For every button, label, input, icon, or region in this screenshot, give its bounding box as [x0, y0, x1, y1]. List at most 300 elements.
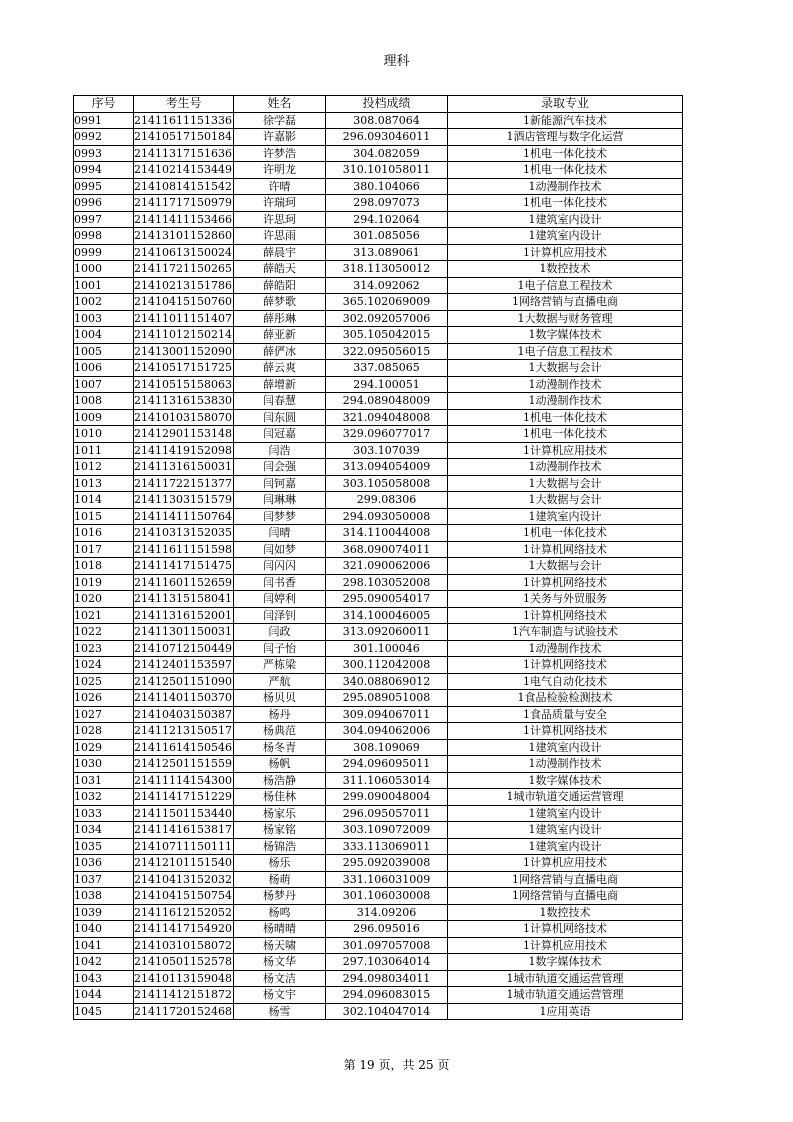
row-score: 298.097073	[326, 195, 448, 212]
row-candidate-id: 21411411150764	[134, 509, 232, 523]
table-row	[74, 706, 683, 723]
row-score: 299.08306	[326, 492, 448, 509]
row-seq: 1043	[74, 970, 134, 987]
row-major: 1电气自动化技术	[448, 673, 683, 690]
row-candidate-id: 21412401153597	[134, 658, 232, 672]
row-name: 闫子怡	[234, 640, 326, 657]
row-score: 305.105042015	[326, 327, 448, 344]
table-row	[74, 937, 683, 954]
row-score: 298.103052008	[326, 574, 448, 591]
row-major: 1网络营销与直播电商	[448, 871, 683, 888]
row-candidate-id: 21410214153449	[134, 163, 232, 177]
row-seq: 1018	[74, 558, 134, 575]
row-name: 薛亚新	[234, 327, 326, 344]
table-row	[74, 475, 683, 492]
row-candidate-id: 21411614150546	[134, 740, 232, 754]
row-score: 303.105058008	[326, 475, 448, 492]
table-row	[74, 145, 683, 162]
row-score: 301.097057008	[326, 937, 448, 954]
row-score: 318.113050012	[326, 261, 448, 278]
row-seq: 1021	[74, 607, 134, 624]
table-row	[74, 756, 683, 773]
row-seq: 1012	[74, 459, 134, 476]
table-row	[74, 360, 683, 377]
row-name: 杨鸣	[234, 904, 326, 921]
table-row	[74, 607, 683, 624]
row-major: 1计算机应用技术	[448, 442, 683, 459]
row-name: 闫如梦	[234, 541, 326, 558]
table-row	[74, 393, 683, 410]
row-seq: 1035	[74, 838, 134, 855]
row-name: 许明龙	[234, 162, 326, 179]
table-row	[74, 640, 683, 657]
row-candidate-id: 21411114154300	[134, 773, 232, 787]
row-name: 杨梦丹	[234, 888, 326, 905]
row-seq: 1010	[74, 426, 134, 443]
row-score: 301.106030008	[326, 888, 448, 905]
row-candidate-id: 21410501152578	[134, 955, 232, 969]
row-score: 296.095057011	[326, 805, 448, 822]
row-score: 294.102064	[326, 211, 448, 228]
row-name: 杨佳林	[234, 789, 326, 806]
row-name: 闫钶嘉	[234, 475, 326, 492]
row-name: 杨丹	[234, 706, 326, 723]
row-major: 1机电一体化技术	[448, 145, 683, 162]
row-major: 1城市轨道交通运营管理	[448, 789, 683, 806]
row-major: 1计算机应用技术	[448, 244, 683, 261]
row-score: 303.109072009	[326, 822, 448, 839]
row-name: 杨雪	[234, 1003, 326, 1020]
row-name: 杨晴晴	[234, 921, 326, 938]
row-seq: 1044	[74, 987, 134, 1004]
row-candidate-id: 21410113159048	[134, 971, 232, 985]
row-major: 1机电一体化技术	[448, 426, 683, 443]
row-candidate-id: 21411720152468	[134, 1004, 232, 1018]
row-major: 1数控技术	[448, 904, 683, 921]
row-score: 331.106031009	[326, 871, 448, 888]
table-row	[74, 1003, 683, 1020]
table-row	[74, 954, 683, 971]
row-major: 1计算机网络技术	[448, 574, 683, 591]
row-major: 1汽车制造与试验技术	[448, 624, 683, 641]
table-row	[74, 789, 683, 806]
row-score: 294.098034011	[326, 970, 448, 987]
table-row	[74, 195, 683, 212]
row-candidate-id: 21411011151407	[134, 311, 232, 325]
page-title: 理科	[383, 54, 410, 69]
table-row	[74, 904, 683, 921]
row-major: 1建筑室内设计	[448, 822, 683, 839]
row-candidate-id: 21411012150214	[134, 328, 232, 342]
row-name: 许晴	[234, 178, 326, 195]
row-score: 304.082059	[326, 145, 448, 162]
row-score: 297.103064014	[326, 954, 448, 971]
table-header-row	[74, 96, 683, 113]
row-major: 1大数据与会计	[448, 492, 683, 509]
row-score: 304.094062006	[326, 723, 448, 740]
row-score: 295.092039008	[326, 855, 448, 872]
row-seq: 1025	[74, 673, 134, 690]
row-candidate-id: 21412901153148	[134, 427, 232, 441]
row-name: 杨冬青	[234, 739, 326, 756]
row-seq: 1019	[74, 574, 134, 591]
row-score: 299.090048004	[326, 789, 448, 806]
row-candidate-id: 21411417154920	[134, 922, 232, 936]
row-score: 310.101058011	[326, 162, 448, 179]
row-score: 294.096083015	[326, 987, 448, 1004]
row-candidate-id: 21411611151598	[134, 542, 232, 556]
row-seq: 1029	[74, 739, 134, 756]
row-major: 1酒店管理与数字化运营	[448, 129, 683, 146]
row-seq: 1003	[74, 310, 134, 327]
table-row	[74, 888, 683, 905]
row-seq: 1040	[74, 921, 134, 938]
row-major: 1大数据与会计	[448, 558, 683, 575]
table-body	[74, 112, 683, 1020]
row-score: 295.089051008	[326, 690, 448, 707]
table-row	[74, 376, 683, 393]
row-name: 许梦浩	[234, 145, 326, 162]
table-row	[74, 525, 683, 542]
row-score: 322.095056015	[326, 343, 448, 360]
row-seq: 1030	[74, 756, 134, 773]
row-seq: 1002	[74, 294, 134, 311]
row-name: 杨文洁	[234, 970, 326, 987]
page-footer: 第 19 页，共 25 页	[343, 1058, 450, 1072]
row-name: 闫会强	[234, 459, 326, 476]
row-major: 1动漫制作技术	[448, 459, 683, 476]
row-major: 1建筑室内设计	[448, 228, 683, 245]
row-name: 闫浩	[234, 442, 326, 459]
row-major: 1机电一体化技术	[448, 409, 683, 426]
row-name: 杨贝贝	[234, 690, 326, 707]
row-candidate-id: 21410403150387	[134, 707, 232, 721]
table-row	[74, 657, 683, 674]
table-row	[74, 822, 683, 839]
row-major: 1城市轨道交通运营管理	[448, 970, 683, 987]
table-row	[74, 987, 683, 1004]
row-name: 许瑞珂	[234, 195, 326, 212]
row-major: 1数字媒体技术	[448, 327, 683, 344]
row-candidate-id: 21411417151475	[134, 559, 232, 573]
row-seq: 1038	[74, 888, 134, 905]
row-seq: 1020	[74, 591, 134, 608]
row-name: 许思珂	[234, 211, 326, 228]
row-candidate-id: 21411315158041	[134, 592, 232, 606]
row-score: 302.104047014	[326, 1003, 448, 1020]
table-row	[74, 970, 683, 987]
row-name: 闫春慧	[234, 393, 326, 410]
row-seq: 0991	[74, 112, 134, 129]
row-seq: 1009	[74, 409, 134, 426]
row-candidate-id: 21411316150031	[134, 460, 232, 474]
table-row	[74, 244, 683, 261]
row-candidate-id: 21411316153830	[134, 394, 232, 408]
row-name: 许思雨	[234, 228, 326, 245]
row-major: 1建筑室内设计	[448, 838, 683, 855]
row-major: 1关务与外贸服务	[448, 591, 683, 608]
row-major: 1计算机网络技术	[448, 541, 683, 558]
row-score: 301.085056	[326, 228, 448, 245]
row-score: 295.090054017	[326, 591, 448, 608]
table-row	[74, 261, 683, 278]
table-row	[74, 426, 683, 443]
row-candidate-id: 21412501151090	[134, 674, 232, 688]
row-candidate-id: 21411411153466	[134, 212, 232, 226]
row-major: 1建筑室内设计	[448, 211, 683, 228]
row-seq: 1007	[74, 376, 134, 393]
row-major: 1食品质量与安全	[448, 706, 683, 723]
table-row	[74, 690, 683, 707]
admission-table	[73, 95, 683, 1020]
row-seq: 1042	[74, 954, 134, 971]
table-row	[74, 739, 683, 756]
row-major: 1动漫制作技术	[448, 393, 683, 410]
row-score: 314.09206	[326, 904, 448, 921]
row-candidate-id: 21413101152860	[134, 229, 232, 243]
row-name: 闫梦梦	[234, 508, 326, 525]
row-candidate-id: 21411501153440	[134, 806, 232, 820]
row-candidate-id: 21410711150111	[134, 839, 232, 853]
row-candidate-id: 21410613150024	[134, 245, 232, 259]
row-seq: 1036	[74, 855, 134, 872]
row-candidate-id: 21411601152659	[134, 575, 232, 589]
row-seq: 1013	[74, 475, 134, 492]
row-candidate-id: 21410103158070	[134, 410, 232, 424]
row-score: 296.095016	[326, 921, 448, 938]
table-row	[74, 459, 683, 476]
row-seq: 1031	[74, 772, 134, 789]
row-candidate-id: 21410313152035	[134, 526, 232, 540]
row-candidate-id: 21412101151540	[134, 856, 232, 870]
header-major: 录取专业	[448, 96, 683, 113]
table-row	[74, 162, 683, 179]
header-name: 姓名	[234, 96, 326, 113]
table-row	[74, 129, 683, 146]
row-major: 1电子信息工程技术	[448, 277, 683, 294]
row-seq: 1022	[74, 624, 134, 641]
table-row	[74, 310, 683, 327]
row-seq: 0996	[74, 195, 134, 212]
row-name: 闫冠嘉	[234, 426, 326, 443]
row-major: 1建筑室内设计	[448, 805, 683, 822]
table-row	[74, 343, 683, 360]
row-major: 1网络营销与直播电商	[448, 888, 683, 905]
row-score: 294.100051	[326, 376, 448, 393]
row-score: 333.113069011	[326, 838, 448, 855]
row-score: 340.088069012	[326, 673, 448, 690]
row-score: 314.100046005	[326, 607, 448, 624]
row-candidate-id: 21411213150517	[134, 724, 232, 738]
row-score: 321.090062006	[326, 558, 448, 575]
row-candidate-id: 21410517151725	[134, 361, 232, 375]
row-seq: 1011	[74, 442, 134, 459]
row-major: 1机电一体化技术	[448, 525, 683, 542]
row-name: 许嘉影	[234, 129, 326, 146]
row-seq: 0995	[74, 178, 134, 195]
row-name: 杨文华	[234, 954, 326, 971]
row-major: 1城市轨道交通运营管理	[448, 987, 683, 1004]
row-seq: 0993	[74, 145, 134, 162]
row-name: 杨帆	[234, 756, 326, 773]
row-major: 1大数据与财务管理	[448, 310, 683, 327]
table-row	[74, 921, 683, 938]
row-seq: 1001	[74, 277, 134, 294]
row-score: 301.100046	[326, 640, 448, 657]
row-seq: 1034	[74, 822, 134, 839]
row-major: 1大数据与会计	[448, 360, 683, 377]
row-candidate-id: 21411316152001	[134, 608, 232, 622]
row-seq: 1008	[74, 393, 134, 410]
row-seq: 1014	[74, 492, 134, 509]
row-major: 1建筑室内设计	[448, 508, 683, 525]
row-score: 365.102069009	[326, 294, 448, 311]
row-major: 1计算机网络技术	[448, 607, 683, 624]
table-row	[74, 492, 683, 509]
row-major: 1应用英语	[448, 1003, 683, 1020]
row-seq: 1016	[74, 525, 134, 542]
row-seq: 1015	[74, 508, 134, 525]
row-major: 1食品检验检测技术	[448, 690, 683, 707]
table-row	[74, 772, 683, 789]
row-seq: 1004	[74, 327, 134, 344]
row-seq: 0999	[74, 244, 134, 261]
row-score: 308.109069	[326, 739, 448, 756]
row-major: 1新能源汽车技术	[448, 112, 683, 129]
row-name: 薛云爽	[234, 360, 326, 377]
row-candidate-id: 21411401150370	[134, 691, 232, 705]
row-major: 1动漫制作技术	[448, 640, 683, 657]
row-score: 313.092060011	[326, 624, 448, 641]
row-name: 闫琳琳	[234, 492, 326, 509]
row-seq: 1005	[74, 343, 134, 360]
row-candidate-id: 21410712150449	[134, 641, 232, 655]
row-candidate-id: 21410213151786	[134, 278, 232, 292]
table-row	[74, 327, 683, 344]
row-name: 杨浩静	[234, 772, 326, 789]
row-seq: 1037	[74, 871, 134, 888]
row-name: 薛皓阳	[234, 277, 326, 294]
row-score: 296.093046011	[326, 129, 448, 146]
row-major: 1计算机应用技术	[448, 855, 683, 872]
row-candidate-id: 21411303151579	[134, 493, 232, 507]
row-seq: 1028	[74, 723, 134, 740]
row-name: 薛增新	[234, 376, 326, 393]
table-row	[74, 574, 683, 591]
row-candidate-id: 21411722151377	[134, 476, 232, 490]
row-candidate-id: 21410415150760	[134, 295, 232, 309]
row-major: 1建筑室内设计	[448, 739, 683, 756]
row-name: 杨家铭	[234, 822, 326, 839]
row-candidate-id: 21412501151559	[134, 757, 232, 771]
table-row	[74, 541, 683, 558]
row-name: 杨锦浩	[234, 838, 326, 855]
table-row	[74, 855, 683, 872]
header-score: 投档成绩	[326, 96, 448, 113]
row-name: 杨文宇	[234, 987, 326, 1004]
row-candidate-id: 21411717150979	[134, 196, 232, 210]
row-major: 1网络营销与直播电商	[448, 294, 683, 311]
table-row	[74, 591, 683, 608]
row-candidate-id: 21411612152052	[134, 905, 232, 919]
row-major: 1动漫制作技术	[448, 756, 683, 773]
row-major: 1计算机网络技术	[448, 657, 683, 674]
table-row	[74, 871, 683, 888]
row-name: 杨萌	[234, 871, 326, 888]
row-name: 薛晨宇	[234, 244, 326, 261]
row-candidate-id: 21410415150754	[134, 889, 232, 903]
table-row	[74, 723, 683, 740]
row-candidate-id: 21413001152090	[134, 344, 232, 358]
row-name: 闫书香	[234, 574, 326, 591]
table-row	[74, 508, 683, 525]
row-name: 闫政	[234, 624, 326, 641]
row-score: 314.092062	[326, 277, 448, 294]
table-row	[74, 228, 683, 245]
row-name: 薛彤琳	[234, 310, 326, 327]
row-name: 杨天啸	[234, 937, 326, 954]
row-major: 1动漫制作技术	[448, 178, 683, 195]
table-row	[74, 211, 683, 228]
row-name: 闫晴	[234, 525, 326, 542]
row-score: 308.087064	[326, 112, 448, 129]
row-name: 闫婷利	[234, 591, 326, 608]
row-candidate-id: 21411416153817	[134, 823, 232, 837]
table-row	[74, 838, 683, 855]
table-row	[74, 624, 683, 641]
table-row	[74, 442, 683, 459]
row-candidate-id: 21411412151872	[134, 988, 232, 1002]
table-row	[74, 178, 683, 195]
row-candidate-id: 21411611151336	[134, 113, 232, 127]
row-major: 1数控技术	[448, 261, 683, 278]
row-candidate-id: 21411317151636	[134, 146, 232, 160]
row-seq: 1000	[74, 261, 134, 278]
row-score: 309.094067011	[326, 706, 448, 723]
row-seq: 0992	[74, 129, 134, 146]
row-score: 311.106053014	[326, 772, 448, 789]
row-candidate-id: 21411419152098	[134, 443, 232, 457]
row-name: 徐学磊	[234, 112, 326, 129]
row-seq: 1027	[74, 706, 134, 723]
row-candidate-id: 21411417151229	[134, 790, 232, 804]
table-row	[74, 409, 683, 426]
row-major: 1计算机网络技术	[448, 921, 683, 938]
row-seq: 1026	[74, 690, 134, 707]
header-seq: 序号	[74, 96, 134, 113]
table-row	[74, 112, 683, 129]
row-major: 1动漫制作技术	[448, 376, 683, 393]
row-name: 杨乐	[234, 855, 326, 872]
row-seq: 0994	[74, 162, 134, 179]
row-score: 303.107039	[326, 442, 448, 459]
row-major: 1数字媒体技术	[448, 954, 683, 971]
row-name: 薛皓天	[234, 261, 326, 278]
row-score: 294.096095011	[326, 756, 448, 773]
row-candidate-id: 21411721150265	[134, 262, 232, 276]
row-score: 337.085065	[326, 360, 448, 377]
row-name: 闫东圆	[234, 409, 326, 426]
row-major: 1数字媒体技术	[448, 772, 683, 789]
row-name: 杨典范	[234, 723, 326, 740]
table-row	[74, 805, 683, 822]
row-score: 314.110044008	[326, 525, 448, 542]
row-name: 杨家乐	[234, 805, 326, 822]
table-row	[74, 294, 683, 311]
row-score: 313.094054009	[326, 459, 448, 476]
row-name: 闫泽钊	[234, 607, 326, 624]
row-candidate-id: 21410517150184	[134, 130, 232, 144]
